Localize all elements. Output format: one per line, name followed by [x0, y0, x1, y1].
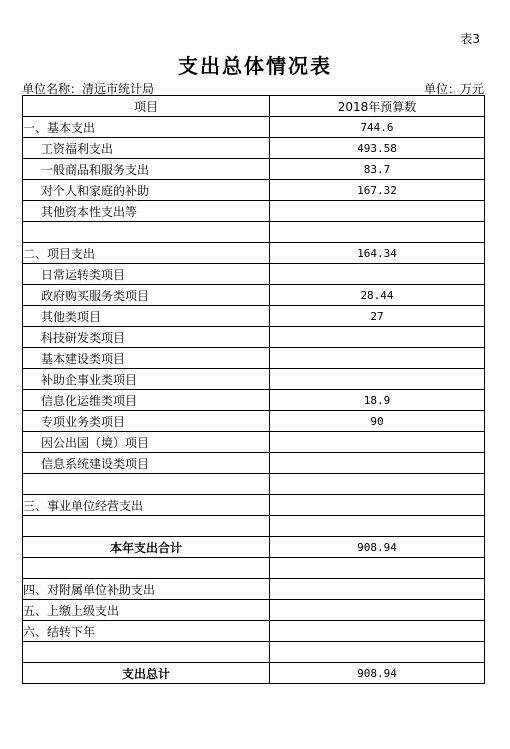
row-amount: 28.44	[270, 285, 485, 306]
table-row	[23, 222, 485, 243]
row-item: 三、事业单位经营支出	[23, 495, 270, 516]
table-row	[23, 369, 485, 390]
table-row	[23, 579, 485, 600]
row-amount	[270, 516, 485, 537]
table-row	[23, 453, 485, 474]
row-item: 政府购买服务类项目	[23, 285, 270, 306]
table-row	[23, 621, 485, 642]
row-item: 信息系统建设类项目	[23, 453, 270, 474]
expenditure-table	[22, 95, 485, 684]
table-row	[23, 201, 485, 222]
table-row	[23, 516, 485, 537]
table-row	[23, 474, 485, 495]
row-amount: 908.94	[270, 537, 485, 558]
table-row	[23, 117, 485, 138]
row-amount: 908.94	[270, 663, 485, 684]
table-row	[23, 348, 485, 369]
row-item	[23, 642, 270, 663]
unit-name: 单位名称：清远市统计局	[22, 82, 155, 96]
row-amount: 493.58	[270, 138, 485, 159]
row-item	[23, 558, 270, 579]
row-amount	[270, 348, 485, 369]
row-amount	[270, 642, 485, 663]
row-item: 科技研发类项目	[23, 327, 270, 348]
row-item: 其他资本性支出等	[23, 201, 270, 222]
header-amount: 2018年预算数	[270, 96, 485, 117]
row-amount: 90	[270, 411, 485, 432]
table-row	[23, 138, 485, 159]
row-amount: 164.34	[270, 243, 485, 264]
table-row	[23, 537, 485, 558]
table-row	[23, 285, 485, 306]
table-row	[23, 306, 485, 327]
table-row	[23, 663, 485, 684]
row-amount	[270, 600, 485, 621]
row-item	[23, 474, 270, 495]
row-amount: 744.6	[270, 117, 485, 138]
row-amount: 83.7	[270, 159, 485, 180]
row-item: 专项业务类项目	[23, 411, 270, 432]
row-amount	[270, 621, 485, 642]
row-amount	[270, 495, 485, 516]
table-row	[23, 432, 485, 453]
row-item: 二、项目支出	[23, 243, 270, 264]
row-item: 四、对附属单位补助支出	[23, 579, 270, 600]
row-item: 一般商品和服务支出	[23, 159, 270, 180]
row-amount	[270, 327, 485, 348]
row-amount	[270, 453, 485, 474]
table-row	[23, 159, 485, 180]
row-item: 支出总计	[23, 663, 270, 684]
row-amount	[270, 222, 485, 243]
header-row	[23, 96, 485, 117]
row-amount: 167.32	[270, 180, 485, 201]
row-item: 补助企事业类项目	[23, 369, 270, 390]
row-item	[23, 222, 270, 243]
row-amount	[270, 558, 485, 579]
table-row	[23, 558, 485, 579]
row-item: 一、基本支出	[23, 117, 270, 138]
unit-label: 单位：万元	[423, 82, 484, 96]
row-item: 本年支出合计	[23, 537, 270, 558]
row-item: 对个人和家庭的补助	[23, 180, 270, 201]
row-amount: 18.9	[270, 390, 485, 411]
row-amount	[270, 579, 485, 600]
row-amount	[270, 369, 485, 390]
header-item: 项目	[23, 96, 270, 117]
row-amount: 27	[270, 306, 485, 327]
table-row	[23, 390, 485, 411]
row-item: 六、结转下年	[23, 621, 270, 642]
table-row	[23, 264, 485, 285]
row-item: 五、上缴上级支出	[23, 600, 270, 621]
row-amount	[270, 432, 485, 453]
row-amount	[270, 201, 485, 222]
table-row	[23, 642, 485, 663]
row-item: 其他类项目	[23, 306, 270, 327]
row-item: 工资福利支出	[23, 138, 270, 159]
row-item: 日常运转类项目	[23, 264, 270, 285]
table-row	[23, 327, 485, 348]
table-number: 表3	[460, 32, 480, 46]
table-row	[23, 495, 485, 516]
table-row	[23, 600, 485, 621]
table-row	[23, 411, 485, 432]
row-amount	[270, 474, 485, 495]
row-item	[23, 516, 270, 537]
table-row	[23, 180, 485, 201]
row-item: 因公出国（境）项目	[23, 432, 270, 453]
row-item: 信息化运维类项目	[23, 390, 270, 411]
row-item: 基本建设类项目	[23, 348, 270, 369]
table-row	[23, 243, 485, 264]
row-amount	[270, 264, 485, 285]
page-title: 支出总体情况表	[178, 54, 332, 78]
